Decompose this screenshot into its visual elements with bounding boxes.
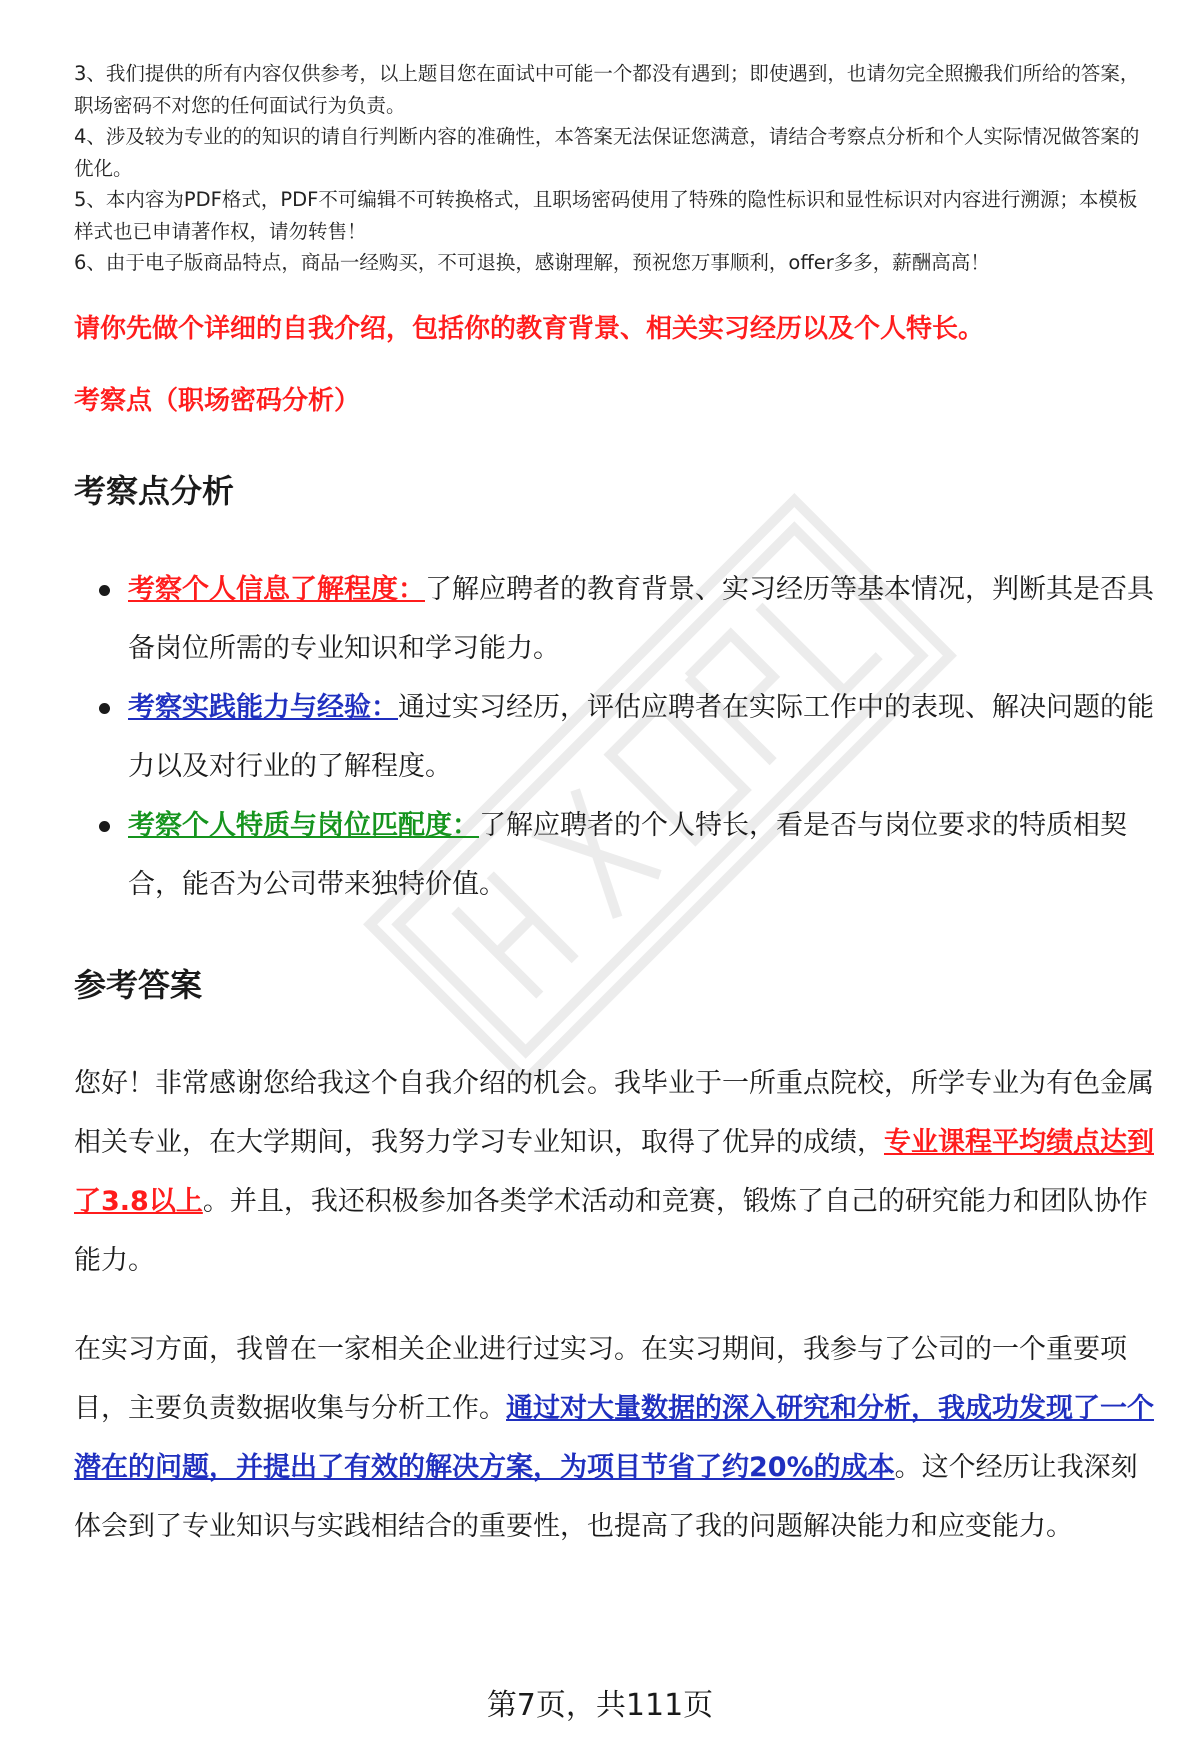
analysis-subheading: 考察点（职场密码分析） — [74, 386, 361, 416]
disclaimer-item: 4、涉及较为专业的的知识的请自行判断内容的准确性，本答案无法保证您满意，请结合考察点分析和个人实际情况做答案的优化。 — [74, 125, 1140, 180]
answer-text: 在实习方面，我曾在一家相关企业进行过实习。在实习期间，我参与了公司的一个重要项目，主要负责数据收集与分析工作。 — [74, 1334, 1127, 1424]
analysis-point — [74, 678, 1154, 796]
analysis-title: 考察点分析 — [74, 472, 235, 510]
point-text: 了解应聘者的教育背景、实习经历等基本情况，判断其是否具备岗位所需的专业知识和学习能力。 — [128, 574, 1154, 664]
disclaimer-notes — [74, 58, 1154, 279]
answer-paragraph — [74, 1054, 1154, 1290]
answer-highlight: 专业课程平均绩点达到了3.8以上 — [74, 1127, 1154, 1217]
bullet-icon — [99, 821, 110, 832]
disclaimer-item: 3、我们提供的所有内容仅供参考，以上题目您在面试中可能一个都没有遇到；即使遇到，也请勿完全照搬我们所给的答案，职场密码不对您的任何面试行为负责。 — [74, 62, 1140, 117]
analysis-point — [74, 560, 1154, 678]
answer-text: 。这个经历让我深刻体会到了专业知识与实践相结合的重要性，也提高了我的问题解决能力和应变能力。 — [74, 1452, 1138, 1542]
disclaimer-item: 6、由于电子版商品特点，商品一经购买，不可退换，感谢理解，预祝您万事顺利，offer多多，薪酬高高！ — [74, 251, 990, 274]
bullet-icon — [99, 703, 110, 714]
disclaimer-item: 5、本内容为PDF格式，PDF不可编辑不可转换格式，且职场密码使用了特殊的隐性标识和显性标识对内容进行溯源；本模板样式也已申请著作权，请勿转售！ — [74, 188, 1138, 243]
answer-highlight: 通过对大量数据的深入研究和分析，我成功发现了一个潜在的问题，并提出了有效的解决方案，为项目节省了约20%的成本 — [74, 1393, 1154, 1483]
interview-question: 请你先做个详细的自我介绍，包括你的教育背景、相关实习经历以及个人特长。 — [74, 314, 985, 344]
point-key: 考察个人特质与岗位匹配度： — [128, 810, 479, 841]
point-text: 了解应聘者的个人特长，看是否与岗位要求的特质相契合，能否为公司带来独特价值。 — [128, 810, 1127, 900]
bullet-icon — [99, 585, 110, 596]
answer-paragraph — [74, 1320, 1154, 1556]
page-number: 第7页，共111页 — [486, 1688, 714, 1723]
analysis-points — [74, 560, 1154, 914]
answer-title: 参考答案 — [74, 966, 203, 1004]
point-text: 通过实习经历，评估应聘者在实际工作中的表现、解决问题的能力以及对行业的了解程度。 — [128, 692, 1154, 782]
point-key: 考察个人信息了解程度： — [128, 574, 425, 605]
answer-text: 。并且，我还积极参加各类学术活动和竞赛，锻炼了自己的研究能力和团队协作能力。 — [74, 1186, 1148, 1276]
answer-text: 您好！非常感谢您给我这个自我介绍的机会。我毕业于一所重点院校，所学专业为有色金属相关专业，在大学期间，我努力学习专业知识，取得了优异的成绩， — [74, 1068, 1154, 1158]
analysis-point — [74, 796, 1154, 914]
reference-answer — [74, 1054, 1154, 1586]
point-key: 考察实践能力与经验： — [128, 692, 398, 723]
